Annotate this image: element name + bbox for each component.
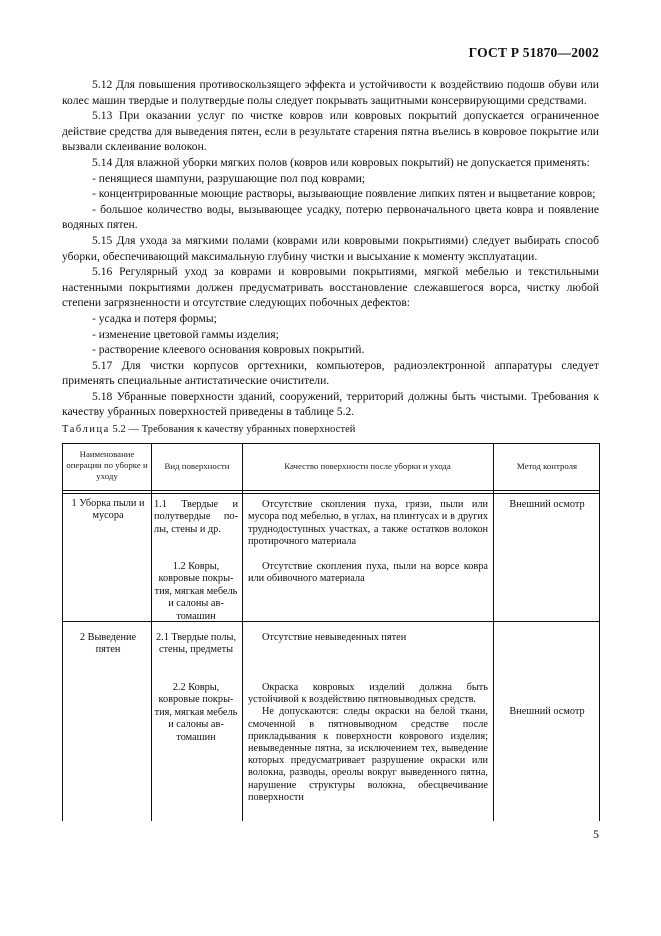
table-header-divider (62, 493, 600, 494)
table-caption (62, 424, 355, 435)
header-surface: Вид поверхности (164, 461, 230, 471)
paragraph-5-18: 5.18 Убранные поверхности зданий, сооружений, территорий должны быть чистыми. Требования к качеству убранных поверхностей приведены в таблице 5.2. (62, 389, 599, 419)
row-2-operation: 2 Выведение пятен (79, 632, 137, 656)
table-row-divider (62, 621, 600, 622)
table-border-right (599, 443, 600, 821)
table-border-left (62, 443, 63, 821)
row-2-2-surface: 2.2 Ковры, ковровые покрытия, мягкая мебель и салоны автомашин (154, 682, 238, 743)
table-caption-text: 5.2 — Требования к качеству убранных поверхностей (109, 424, 356, 435)
paragraph-5-12: 5.12 Для повышения противоскользящего эффекта и устойчивости к воздействию подошв обуви или колес машин твердые и полутвердые полы следует покрывать защитными консервирующими средствами. (62, 78, 599, 107)
list-item: - концентрированные моющие растворы, вызывающие появление липких пятен и выцветание ковров; (92, 187, 596, 201)
row-1-1-quality: Отсутствие скопления пуха, грязи, пыли или мусора под мебелью, в углах, на плинтусах и в других труднодоступных участках, а также остатков волокон протирочного материала (248, 499, 488, 548)
row-1-2-surface: 1.2 Ковры, ковровые покрытия, мягкая мебель и салоны автомашин (154, 561, 238, 622)
row-2-2-quality-p1: Окраска ковровых изделий должна быть устойчивой к воздействию пятновыводных средств. (248, 682, 488, 706)
table-border-top (62, 443, 600, 444)
requirements-table (62, 443, 600, 821)
table-header-divider (62, 490, 600, 491)
row-1-2-quality: Отсутствие скопления пуха, пыли на ворсе ковра или обивочного материала (248, 561, 488, 585)
paragraph-5-15: 5.15 Для ухода за мягкими полами (коврами или ковровыми покрытиями) следует выбирать способ уборки, обеспечивающий максимальную глубину чистки и высыхание к моменту эксплуатации. (62, 233, 599, 263)
paragraph-5-14: 5.14 Для влажной уборки мягких полов (ковров или ковровых покрытий) не допускается применять: (92, 155, 590, 169)
table-column-divider (151, 443, 152, 821)
row-2-2-quality-p2: Не допускаются: следы окраски на белой ткани, смоченной в пятновыводном средстве после прикладывания к поверхности коврового изделия; невыведенные пятна, за исключением тех, выведение которых предусматривает разрушение окраски или волокна, разводы, ореолы вокруг выведенного пятна, нарушение структуры волокна, обесцвечивание поверхности (248, 706, 488, 803)
row-2-1-quality: Отсутствие невыведенных пятен (262, 632, 407, 643)
row-1-method: Внешний осмотр (509, 499, 585, 510)
page-number: 5 (593, 827, 599, 841)
table-column-divider (242, 443, 243, 821)
header-operation: Наименование операции по уборке и уходу (66, 449, 148, 481)
standard-code-header: ГОСТ Р 51870—2002 (468, 45, 599, 60)
paragraph-5-17: 5.17 Для чистки корпусов оргтехники, компьютеров, радиоэлектронной аппаратуры следует применять специальные антистатические очистители. (62, 358, 599, 388)
list-item: - изменение цветовой гаммы изделия; (92, 327, 279, 341)
list-item: - большое количество воды, вызывающее усадку, потерю первоначального цвета ковра и появление водяных пятен. (62, 202, 599, 232)
header-method: Метод контроля (516, 461, 578, 471)
header-quality: Качество поверхности после уборки и ухода (284, 461, 451, 471)
paragraph-5-16: 5.16 Регулярный уход за коврами и ковровыми покрытиями, мягкой мебелью и текстильными настенными покрытиями должен предусматривать восстановление слежавшегося ворса, чистку любой степени загрязненности и отсутствие следующих побочных дефектов: (62, 265, 599, 310)
row-1-1-surface: 1.1 Твердые и полутвердые полы, стены и др. (154, 499, 238, 535)
table-column-divider (493, 443, 494, 821)
table-caption-word: Таблица (62, 424, 110, 435)
list-item: - пенящиеся шампуни, разрушающие пол под коврами; (92, 171, 366, 185)
list-item: - растворение клеевого основания ковровых покрытий. (92, 343, 365, 357)
body-text (62, 77, 599, 420)
row-1-operation: 1 Уборка пыли и мусора (71, 498, 145, 522)
row-2-method: Внешний осмотр (509, 706, 585, 717)
list-item: - усадка и потеря формы; (92, 311, 217, 325)
row-2-2-quality (248, 682, 488, 804)
row-2-1-surface: 2.1 Твердые полы, стены, предметы (155, 632, 237, 656)
paragraph-5-13: 5.13 При оказании услуг по чистке ковров или ковровых покрытий допускается ограниченное действие средства для выведения пятен, если в результате старения пятна въелись в ковровое покрытие или вызвали склеивание волокон. (62, 109, 599, 154)
